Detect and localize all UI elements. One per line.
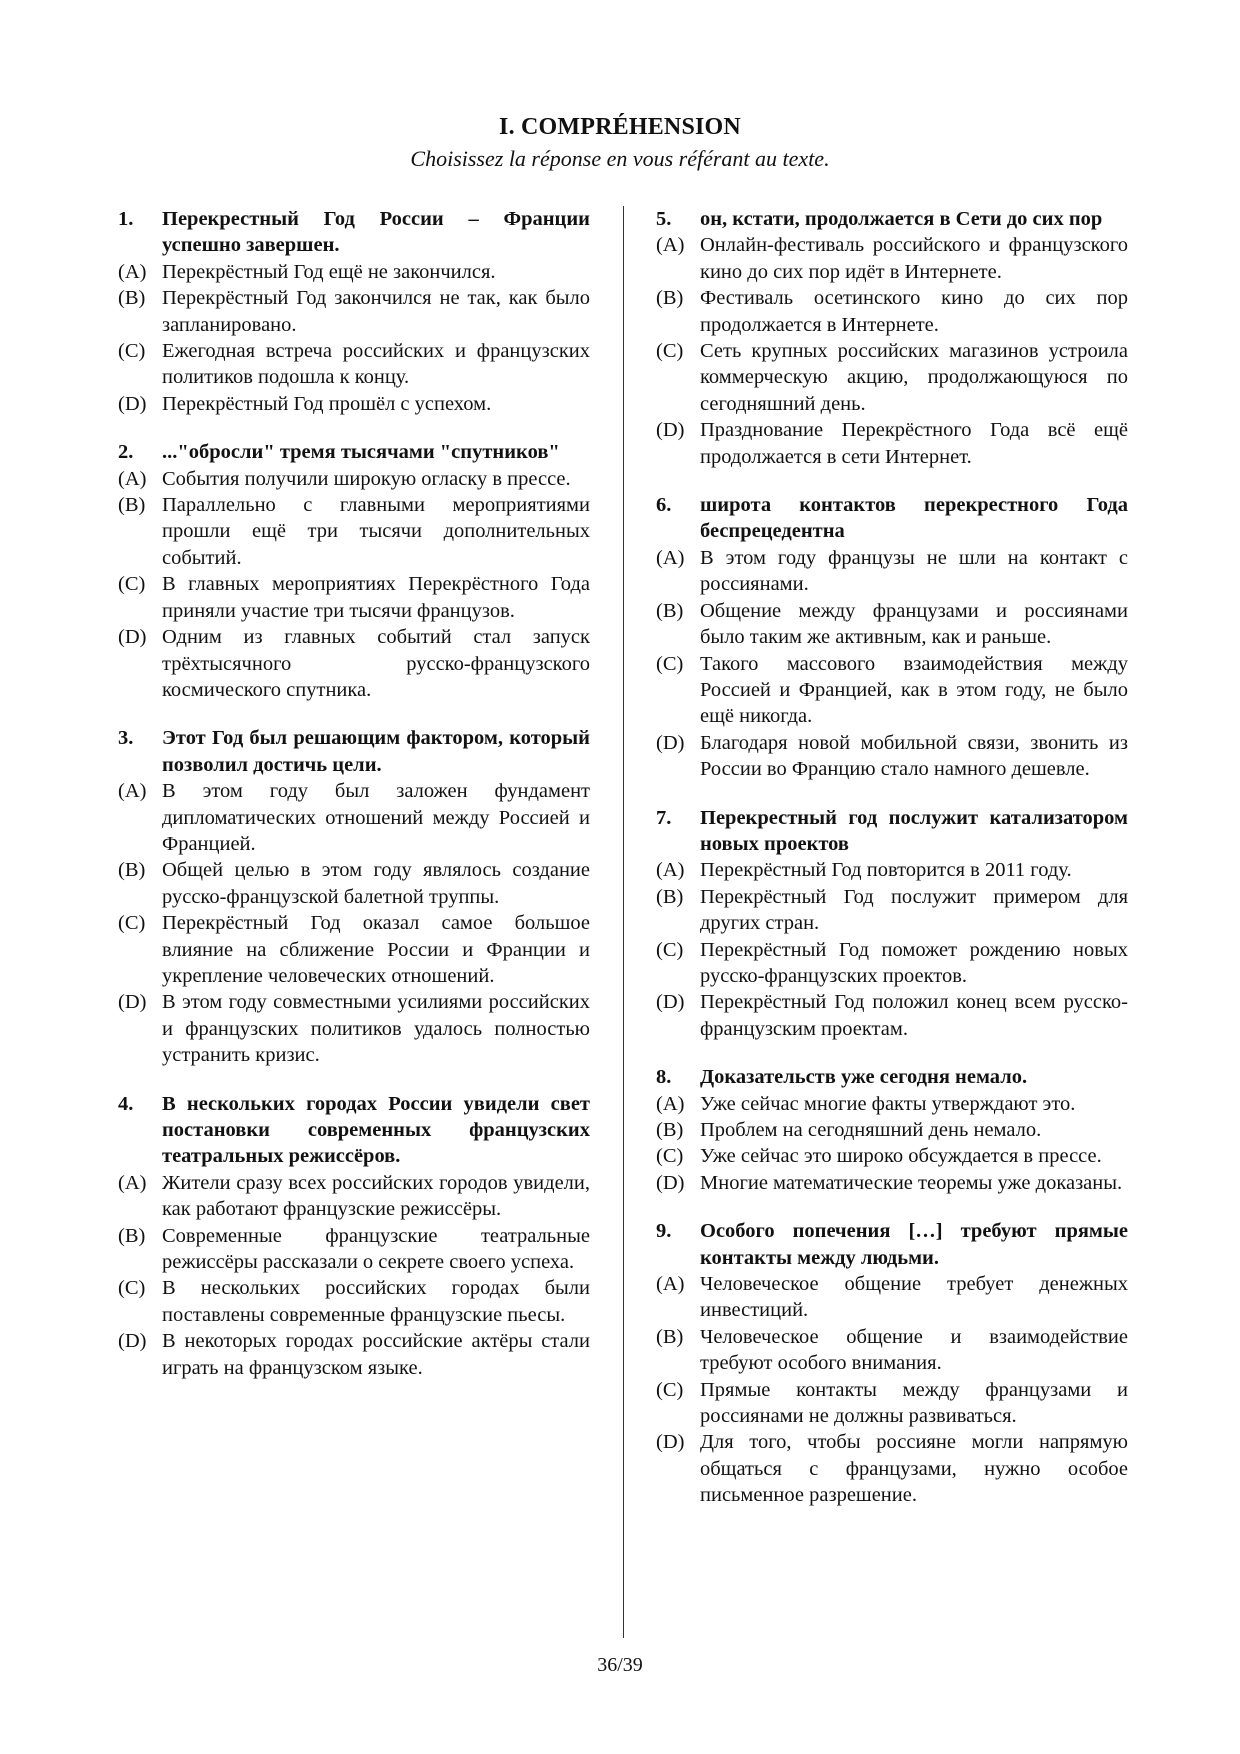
option-text: Общение между французами и россиянами было таким же активным, как и раньше.: [700, 599, 1128, 649]
answer-option-c[interactable]: [118, 338, 590, 391]
answer-option-a[interactable]: [656, 857, 1128, 883]
question-number: 7.: [656, 806, 672, 829]
option-letter: (A): [656, 234, 685, 257]
option-text: Прямые контакты между французами и россиянами не должны развиваться.: [700, 1378, 1128, 1428]
question-prompt: Доказательств уже сегодня немало.: [700, 1066, 1028, 1089]
answer-option-a[interactable]: [118, 778, 590, 857]
answer-option-d[interactable]: [656, 417, 1128, 470]
option-text: Перекрёстный Год закончился не так, как было запланировано.: [162, 287, 590, 336]
answer-option-c[interactable]: [118, 910, 590, 989]
option-letter: (D): [656, 731, 685, 754]
answer-option-d[interactable]: [118, 1328, 590, 1381]
answer-option-c[interactable]: [656, 1143, 1128, 1169]
option-text: Перекрёстный Год повторится в 2011 году.: [700, 859, 1072, 882]
option-letter: (A): [656, 859, 685, 882]
option-letter: (A): [118, 780, 147, 803]
option-text: Одним из главных событий стал запуск трёхтысячного русско-французского космического спутника.: [162, 626, 590, 701]
option-text: Проблем на сегодняшний день немало.: [700, 1119, 1042, 1141]
option-letter: (B): [656, 1325, 684, 1348]
option-text: В главных мероприятиях Перекрёстного Года приняли участие три тысячи французов.: [162, 573, 590, 622]
answer-option-c[interactable]: [656, 338, 1128, 417]
answer-option-b[interactable]: [656, 598, 1128, 651]
question-number: 8.: [656, 1066, 672, 1089]
answer-option-c[interactable]: [656, 937, 1128, 990]
question-5: [656, 206, 1128, 470]
question-number: 2.: [118, 441, 134, 464]
answer-option-b[interactable]: [118, 857, 590, 910]
question-prompt: Особого попечения […] требуют прямые контакты между людьми.: [700, 1220, 1128, 1269]
answer-option-d[interactable]: [656, 1170, 1128, 1196]
option-text: Онлайн-фестиваль российского и французского кино до сих пор идёт в Интернете.: [700, 234, 1128, 283]
option-letter: (A): [656, 1092, 685, 1115]
option-letter: (B): [118, 859, 146, 882]
question-number: 4.: [118, 1092, 134, 1115]
option-letter: (B): [656, 599, 684, 622]
option-letter: (D): [118, 392, 147, 415]
option-text: Современные французские театральные режиссёры рассказали о секрете своего успеха.: [162, 1224, 590, 1274]
option-letter: (C): [656, 1145, 684, 1168]
option-letter: (A): [656, 546, 685, 569]
option-letter: (A): [118, 1171, 147, 1194]
question-7: [656, 805, 1128, 1043]
option-letter: (D): [118, 991, 147, 1014]
answer-option-b[interactable]: [118, 492, 590, 571]
option-text: Уже сейчас многие факты утверждают это.: [700, 1092, 1076, 1115]
question-prompt: Этот Год был решающим фактором, который позволил достичь цели.: [162, 727, 590, 776]
option-text: В этом году был заложен фундамент дипломатических отношений между Россией и Францией.: [162, 780, 590, 855]
question-prompt: Перекрестный Год России – Франции успешно завершен.: [162, 208, 590, 257]
option-text: События получили широкую огласку в прессе.: [162, 467, 571, 490]
option-letter: (B): [656, 287, 684, 310]
option-letter: (C): [656, 340, 684, 363]
question-header: [118, 439, 590, 465]
question-1: [118, 206, 590, 417]
question-number: 5.: [656, 208, 672, 230]
question-number: 6.: [656, 494, 672, 517]
section-header: [0, 112, 1240, 174]
answer-option-c[interactable]: [656, 1377, 1128, 1430]
answer-option-a[interactable]: [118, 259, 590, 285]
question-prompt: Перекрестный год послужит катализатором новых проектов: [700, 806, 1128, 855]
option-letter: (C): [656, 1378, 684, 1401]
option-text: Перекрёстный Год ещё не закончился.: [162, 260, 496, 283]
answer-option-c[interactable]: [656, 651, 1128, 730]
question-6: [656, 492, 1128, 782]
question-4: [118, 1091, 590, 1381]
answer-option-b[interactable]: [118, 285, 590, 338]
option-letter: (C): [118, 1277, 146, 1300]
option-text: Благодаря новой мобильной связи, звонить из России во Францию стало намного дешевле.: [700, 731, 1128, 781]
option-letter: (D): [118, 1330, 147, 1353]
option-text: Такого массового взаимодействия между Россией и Францией, как в этом году, не было ещё никогда.: [700, 652, 1128, 728]
answer-option-a[interactable]: [656, 1091, 1128, 1117]
answer-option-d[interactable]: [656, 730, 1128, 783]
question-3: [118, 725, 590, 1068]
question-prompt: широта контактов перекрестного Года беспрецедентна: [700, 494, 1128, 543]
question-prompt: ..."обросли" тремя тысячами "спутников": [162, 441, 560, 464]
answer-option-d[interactable]: [118, 391, 590, 417]
option-letter: (B): [656, 1119, 684, 1141]
option-letter: (C): [118, 912, 146, 935]
column-divider: [623, 206, 624, 1638]
option-letter: (D): [656, 1431, 685, 1454]
question-header: [118, 1091, 590, 1170]
question-header: [118, 206, 590, 259]
option-letter: (D): [656, 1171, 685, 1194]
answer-option-b[interactable]: [656, 1117, 1128, 1143]
question-prompt: он, кстати, продолжается в Сети до сих пор: [700, 208, 1103, 230]
question-number: 3.: [118, 727, 134, 750]
question-2: [118, 439, 590, 703]
option-text: В этом году совместными усилиями российских и французских политиков удалось полностью устранить кризис.: [162, 991, 590, 1067]
answer-option-d[interactable]: [656, 989, 1128, 1042]
option-text: Перекрёстный Год поможет рождению новых русско-французских проектов.: [700, 938, 1128, 987]
option-text: Перекрёстный Год прошёл с успехом.: [162, 392, 492, 415]
question-number: 1.: [118, 208, 134, 230]
option-letter: (D): [118, 626, 147, 649]
question-number: 9.: [656, 1220, 672, 1243]
page-number: 36/39: [597, 1654, 643, 1676]
option-text: Для того, чтобы россияне могли напрямую общаться с французами, нужно особое письменное разрешение.: [700, 1431, 1128, 1507]
answer-option-a[interactable]: [118, 1170, 590, 1223]
answer-option-d[interactable]: [656, 1429, 1128, 1508]
option-letter: (A): [118, 467, 147, 490]
option-letter: (D): [656, 991, 685, 1014]
option-letter: (C): [656, 652, 684, 675]
question-prompt: В нескольких городах России увидели свет постановки современных французских театральных режиссёров.: [162, 1092, 590, 1168]
option-text: Перекрёстный Год положил конец всем русско-французским проектам.: [700, 991, 1128, 1040]
option-text: Жители сразу всех российских городов увидели, как работают французские режиссёры.: [162, 1171, 590, 1221]
question-header: [118, 725, 590, 778]
section-title: I. COMPRÉHENSION: [499, 114, 741, 140]
option-letter: (B): [118, 494, 146, 517]
answer-option-a[interactable]: [656, 545, 1128, 598]
option-text: В этом году французы не шли на контакт с россиянами.: [700, 546, 1128, 596]
option-text: Празднование Перекрёстного Года всё ещё продолжается в сети Интернет.: [700, 419, 1128, 468]
option-text: Перекрёстный Год оказал самое большое влияние на сближение России и Франции и укрепление человеческих отношений.: [162, 912, 590, 987]
right-column: [656, 206, 1128, 1531]
question-header: [656, 492, 1128, 545]
option-text: Параллельно с главными мероприятиями прошли ещё три тысячи дополнительных событий.: [162, 494, 590, 569]
option-letter: (C): [118, 573, 146, 596]
answer-option-c[interactable]: [118, 1275, 590, 1328]
option-letter: (D): [656, 419, 685, 442]
option-letter: (B): [118, 287, 146, 310]
option-letter: (B): [118, 1224, 146, 1247]
option-text: Сеть крупных российских магазинов устроила коммерческую акцию, продолжающуюся по сегодняшний день.: [700, 340, 1128, 415]
question-header: [656, 206, 1128, 232]
answer-option-d[interactable]: [118, 989, 590, 1068]
option-letter: (B): [656, 885, 684, 908]
option-letter: (A): [656, 1273, 685, 1296]
option-letter: (C): [656, 938, 684, 961]
left-column: [118, 206, 590, 1403]
option-text: Общей целью в этом году являлось создание русско-французской балетной труппы.: [162, 859, 590, 908]
question-header: [656, 1218, 1128, 1271]
answer-option-a[interactable]: [118, 466, 590, 492]
option-text: Ежегодная встреча российских и французских политиков подошла к концу.: [162, 340, 590, 389]
option-text: Многие математические теоремы уже доказаны.: [700, 1171, 1123, 1194]
option-letter: (A): [118, 260, 147, 283]
answer-option-b[interactable]: [656, 884, 1128, 937]
section-instructions: Choisissez la réponse en vous référant au texte.: [410, 146, 830, 171]
question-8: [656, 1064, 1128, 1196]
answer-option-b[interactable]: [656, 1324, 1128, 1377]
option-text: Человеческое общение требует денежных инвестиций.: [700, 1273, 1128, 1322]
answer-option-c[interactable]: [118, 571, 590, 624]
option-text: Фестиваль осетинского кино до сих пор продолжается в Интернете.: [700, 287, 1128, 336]
answer-option-b[interactable]: [656, 285, 1128, 338]
question-header: [656, 1064, 1128, 1090]
answer-option-b[interactable]: [118, 1223, 590, 1276]
option-text: Человеческое общение и взаимодействие требуют особого внимания.: [700, 1325, 1128, 1375]
option-text: В некоторых городах российские актёры стали играть на французском языке.: [162, 1330, 590, 1379]
answer-option-a[interactable]: [656, 1271, 1128, 1324]
option-text: Уже сейчас это широко обсуждается в прессе.: [700, 1145, 1102, 1168]
option-letter: (C): [118, 340, 146, 363]
question-9: [656, 1218, 1128, 1508]
questions-area: [118, 206, 1128, 1636]
answer-option-a[interactable]: [656, 232, 1128, 285]
option-text: В нескольких российских городах были поставлены современные французские пьесы.: [162, 1277, 590, 1326]
question-header: [656, 805, 1128, 858]
answer-option-d[interactable]: [118, 624, 590, 703]
option-text: Перекрёстный Год послужит примером для других стран.: [700, 885, 1128, 935]
